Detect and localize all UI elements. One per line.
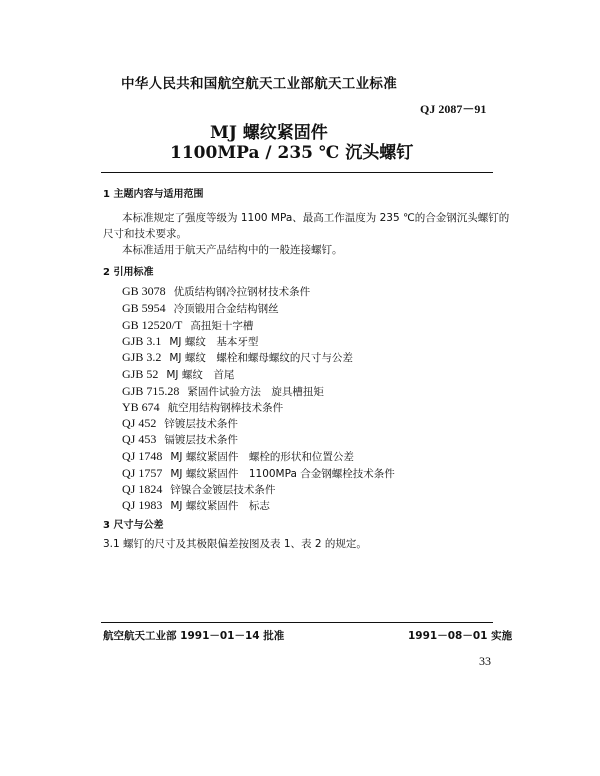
section-1-para2: 本标准适用于航天产品结构中的一般连接螺钉。 bbox=[122, 244, 343, 256]
reference-code: QJ 452 bbox=[122, 416, 157, 430]
reference-title: 紧固件试验方法 旋具槽扭矩 bbox=[187, 386, 324, 398]
reference-item bbox=[122, 318, 253, 333]
reference-title: 优质结构钢冷拉钢材技术条件 bbox=[173, 286, 311, 298]
footer-divider bbox=[101, 622, 493, 623]
page-number: 33 bbox=[479, 654, 491, 668]
document-title-line1: MJ 螺纹紧固件 bbox=[210, 123, 328, 143]
effective-date: 1991－08－01 实施 bbox=[408, 630, 513, 642]
reference-item bbox=[122, 498, 270, 513]
reference-item bbox=[122, 301, 279, 316]
issuing-authority: 中华人民共和国航空航天工业部航天工业标准 bbox=[121, 76, 397, 92]
reference-item bbox=[122, 334, 258, 349]
reference-title: MJ 螺纹 首尾 bbox=[166, 369, 235, 381]
section-1-para1-line2: 尺寸和技术要求。 bbox=[103, 228, 187, 240]
reference-code: QJ 1748 bbox=[122, 449, 163, 463]
approval-date: 航空航天工业部 1991－01－14 批准 bbox=[103, 630, 285, 642]
reference-item bbox=[122, 384, 324, 399]
reference-code: QJ 453 bbox=[122, 432, 157, 446]
reference-title: 镉镀层技术条件 bbox=[164, 434, 238, 446]
reference-code: GJB 52 bbox=[122, 367, 159, 381]
section-2-heading: 2 引用标准 bbox=[103, 267, 154, 278]
section-1-para1-line1: 本标准规定了强度等级为 1100 MPa、最高工作温度为 235 ℃的合金钢沉头螺钉的 bbox=[122, 212, 510, 224]
reference-title: 锌镍合金镀层技术条件 bbox=[170, 484, 276, 496]
reference-code: GB 5954 bbox=[122, 301, 166, 315]
reference-code: QJ 1824 bbox=[122, 482, 163, 496]
reference-code: GB 3078 bbox=[122, 284, 166, 298]
reference-code: GJB 3.2 bbox=[122, 350, 162, 364]
reference-item bbox=[122, 432, 238, 447]
reference-item bbox=[122, 466, 395, 481]
reference-item bbox=[122, 416, 238, 431]
reference-code: GJB 715.28 bbox=[122, 384, 180, 398]
reference-item bbox=[122, 482, 275, 497]
reference-item bbox=[122, 350, 353, 365]
standard-number: QJ 2087－91 bbox=[420, 102, 487, 116]
reference-item bbox=[122, 284, 310, 299]
reference-code: QJ 1757 bbox=[122, 466, 163, 480]
document-title-line2: 1100MPa / 235 ℃ 沉头螺钉 bbox=[170, 143, 414, 163]
reference-title: MJ 螺纹紧固件 标志 bbox=[170, 500, 270, 512]
section-3-heading: 3 尺寸与公差 bbox=[103, 520, 164, 531]
reference-title: 冷顶锻用合金结构钢丝 bbox=[173, 303, 279, 315]
reference-title: 高扭矩十字槽 bbox=[190, 320, 254, 332]
reference-item bbox=[122, 367, 234, 382]
reference-code: QJ 1983 bbox=[122, 498, 163, 512]
header-divider bbox=[101, 172, 493, 173]
reference-code: YB 674 bbox=[122, 400, 160, 414]
section-1-heading: 1 主题内容与适用范围 bbox=[103, 189, 204, 200]
reference-item bbox=[122, 449, 354, 464]
clause-3-1: 3.1 螺钉的尺寸及其极限偏差按图及表 1、表 2 的规定。 bbox=[103, 538, 367, 550]
reference-title: MJ 螺纹紧固件 螺栓的形状和位置公差 bbox=[170, 451, 354, 463]
reference-title: MJ 螺纹紧固件 1100MPa 合金钢螺栓技术条件 bbox=[170, 468, 395, 480]
reference-code: GB 12520/T bbox=[122, 318, 183, 332]
reference-title: MJ 螺纹 基本牙型 bbox=[169, 336, 259, 348]
reference-title: MJ 螺纹 螺栓和螺母螺纹的尺寸与公差 bbox=[169, 352, 353, 364]
reference-code: GJB 3.1 bbox=[122, 334, 162, 348]
reference-title: 锌镀层技术条件 bbox=[164, 418, 238, 430]
reference-title: 航空用结构钢棒技术条件 bbox=[167, 402, 284, 414]
reference-item bbox=[122, 400, 283, 415]
